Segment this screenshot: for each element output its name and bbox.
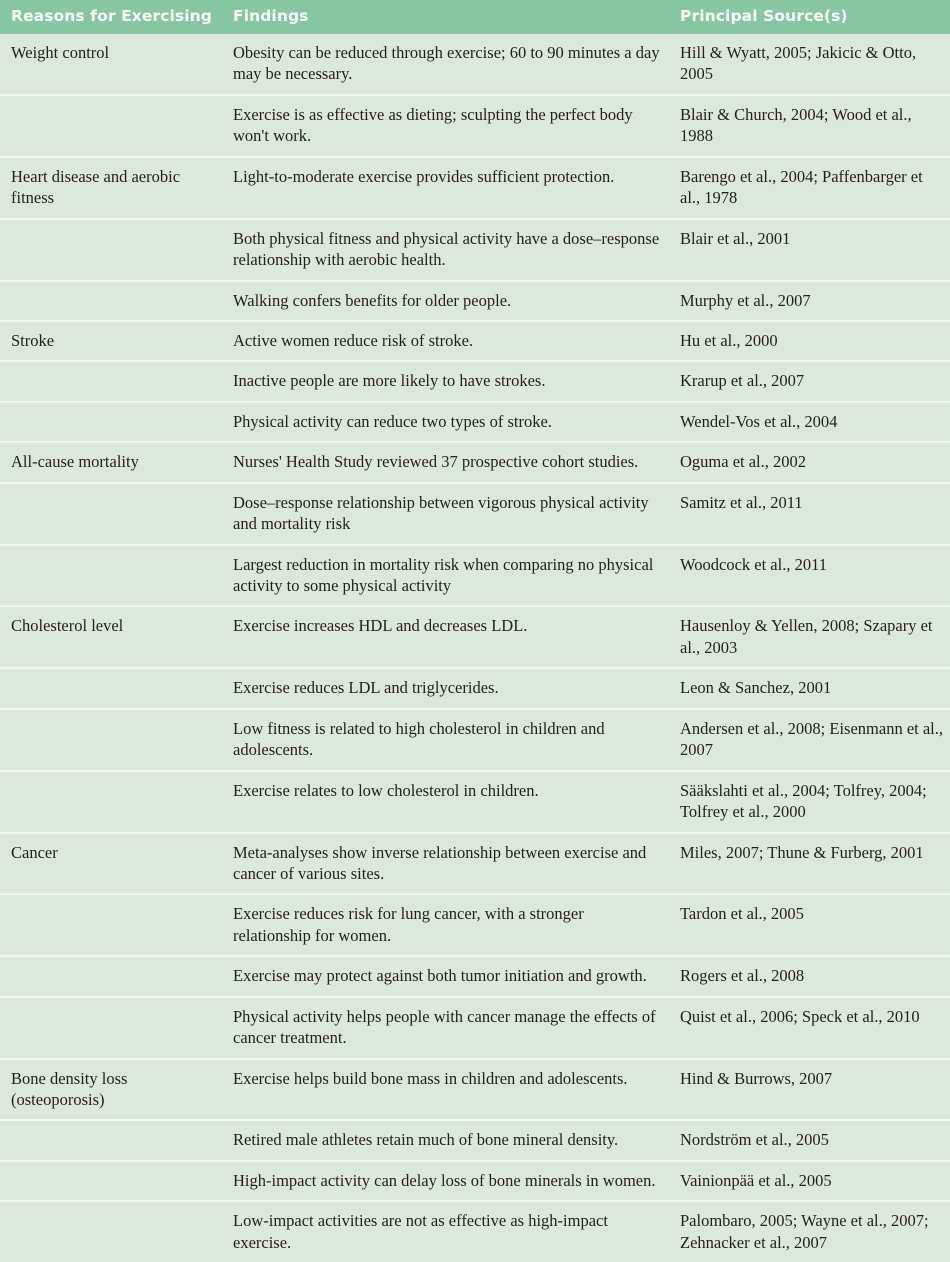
cell-reason <box>0 668 227 708</box>
table-body <box>0 34 950 1262</box>
cell-source: Blair & Church, 2004; Wood et al., 1988 <box>677 95 950 157</box>
cell-source: Oguma et al., 2002 <box>677 442 950 482</box>
cell-source: Sääkslahti et al., 2004; Tolfrey, 2004; Tolfrey et al., 2000 <box>677 771 950 833</box>
table-row <box>0 545 950 607</box>
column-header-reasons: Reasons for Exercising <box>11 7 212 25</box>
cell-finding: Exercise increases HDL and decreases LDL. <box>227 606 677 668</box>
table-row <box>0 157 950 219</box>
cell-source: Woodcock et al., 2011 <box>677 545 950 607</box>
table-row <box>0 321 950 361</box>
cell-finding: Obesity can be reduced through exercise; 60 to 90 minutes a day may be necessary. <box>233 43 660 84</box>
table-header <box>0 0 950 34</box>
cell-source: Krarup et al., 2007 <box>677 361 950 401</box>
cell-finding: Light-to-moderate exercise provides sufficient protection. <box>227 157 677 219</box>
cell-reason <box>0 219 227 281</box>
cell-reason <box>0 894 227 956</box>
cell-source: Murphy et al., 2007 <box>677 281 950 321</box>
cell-source: Hill & Wyatt, 2005; Jakicic & Otto, 2005 <box>680 43 917 84</box>
cell-reason <box>0 997 227 1059</box>
cell-source: Rogers et al., 2008 <box>677 956 950 996</box>
cell-finding: High-impact activity can delay loss of bone minerals in women. <box>227 1161 677 1201</box>
cell-reason <box>0 1201 227 1262</box>
table-row <box>0 34 950 95</box>
cell-reason: Heart disease and aerobic fitness <box>0 157 227 219</box>
cell-source: Tardon et al., 2005 <box>677 894 950 956</box>
column-header-sources: Principal Source(s) <box>680 7 848 25</box>
cell-finding: Retired male athletes retain much of bone mineral density. <box>227 1120 677 1160</box>
table-row <box>0 668 950 708</box>
cell-finding: Exercise is as effective as dieting; sculpting the perfect body won't work. <box>227 95 677 157</box>
cell-finding: Walking confers benefits for older people. <box>227 281 677 321</box>
cell-reason <box>0 95 227 157</box>
cell-finding: Active women reduce risk of stroke. <box>227 321 677 361</box>
cell-source: Leon & Sanchez, 2001 <box>677 668 950 708</box>
table-row <box>0 281 950 321</box>
table-row <box>0 1059 950 1121</box>
cell-source: Hausenloy & Yellen, 2008; Szapary et al., 2003 <box>677 606 950 668</box>
cell-reason: Stroke <box>0 321 227 361</box>
cell-finding: Exercise reduces risk for lung cancer, with a stronger relationship for women. <box>227 894 677 956</box>
cell-finding: Exercise helps build bone mass in children and adolescents. <box>227 1059 677 1121</box>
cell-finding: Dose–response relationship between vigorous physical activity and mortality risk <box>227 483 677 545</box>
cell-source: Wendel-Vos et al., 2004 <box>677 402 950 442</box>
cell-source: Miles, 2007; Thune & Furberg, 2001 <box>677 833 950 895</box>
cell-source: Palombaro, 2005; Wayne et al., 2007; Zehnacker et al., 2007 <box>677 1201 950 1262</box>
table-row <box>0 709 950 771</box>
table-row <box>0 833 950 895</box>
cell-source: Blair et al., 2001 <box>677 219 950 281</box>
cell-reason: Weight control <box>11 43 110 62</box>
cell-finding: Low fitness is related to high cholesterol in children and adolescents. <box>227 709 677 771</box>
cell-finding: Exercise relates to low cholesterol in children. <box>227 771 677 833</box>
table-row <box>0 95 950 157</box>
cell-source: Quist et al., 2006; Speck et al., 2010 <box>677 997 950 1059</box>
cell-finding: Physical activity helps people with cancer manage the effects of cancer treatment. <box>227 997 677 1059</box>
cell-finding: Largest reduction in mortality risk when comparing no physical activity to some physical activity <box>227 545 677 607</box>
table-row <box>0 483 950 545</box>
cell-finding: Meta-analyses show inverse relationship between exercise and cancer of various sites. <box>227 833 677 895</box>
cell-finding: Exercise may protect against both tumor initiation and growth. <box>227 956 677 996</box>
cell-reason <box>0 1161 227 1201</box>
cell-finding: Physical activity can reduce two types of stroke. <box>227 402 677 442</box>
cell-source: Barengo et al., 2004; Paffenbarger et al., 1978 <box>677 157 950 219</box>
table-row <box>0 442 950 482</box>
cell-reason <box>0 1120 227 1160</box>
cell-reason: Bone density loss (osteoporosis) <box>0 1059 227 1121</box>
cell-reason <box>0 771 227 833</box>
cell-finding: Both physical fitness and physical activity have a dose–response relationship with aerobic health. <box>227 219 677 281</box>
column-header-findings: Findings <box>233 7 309 25</box>
cell-source: Samitz et al., 2011 <box>677 483 950 545</box>
table-row <box>0 361 950 401</box>
cell-reason <box>0 281 227 321</box>
table-header-row <box>0 0 950 34</box>
table-row <box>0 402 950 442</box>
cell-finding: Exercise reduces LDL and triglycerides. <box>227 668 677 708</box>
cell-reason <box>0 483 227 545</box>
cell-source: Andersen et al., 2008; Eisenmann et al., 2007 <box>677 709 950 771</box>
cell-reason <box>0 402 227 442</box>
cell-reason <box>0 709 227 771</box>
cell-source: Hu et al., 2000 <box>677 321 950 361</box>
table-row <box>0 771 950 833</box>
cell-reason <box>0 545 227 607</box>
cell-finding: Low-impact activities are not as effective as high-impact exercise. <box>227 1201 677 1262</box>
cell-source: Vainionpää et al., 2005 <box>677 1161 950 1201</box>
table-row <box>0 894 950 956</box>
table-row <box>0 1161 950 1201</box>
cell-source: Nordström et al., 2005 <box>677 1120 950 1160</box>
cell-source: Hind & Burrows, 2007 <box>677 1059 950 1121</box>
table-row <box>0 606 950 668</box>
cell-reason: All-cause mortality <box>0 442 227 482</box>
table-row <box>0 1120 950 1160</box>
table-row <box>0 219 950 281</box>
table-row <box>0 997 950 1059</box>
cell-reason <box>0 361 227 401</box>
cell-reason <box>0 956 227 996</box>
table-row <box>0 1201 950 1262</box>
table-row <box>0 956 950 996</box>
cell-finding: Inactive people are more likely to have strokes. <box>227 361 677 401</box>
cell-reason: Cholesterol level <box>0 606 227 668</box>
cell-reason: Cancer <box>0 833 227 895</box>
cell-finding: Nurses' Health Study reviewed 37 prospective cohort studies. <box>227 442 677 482</box>
